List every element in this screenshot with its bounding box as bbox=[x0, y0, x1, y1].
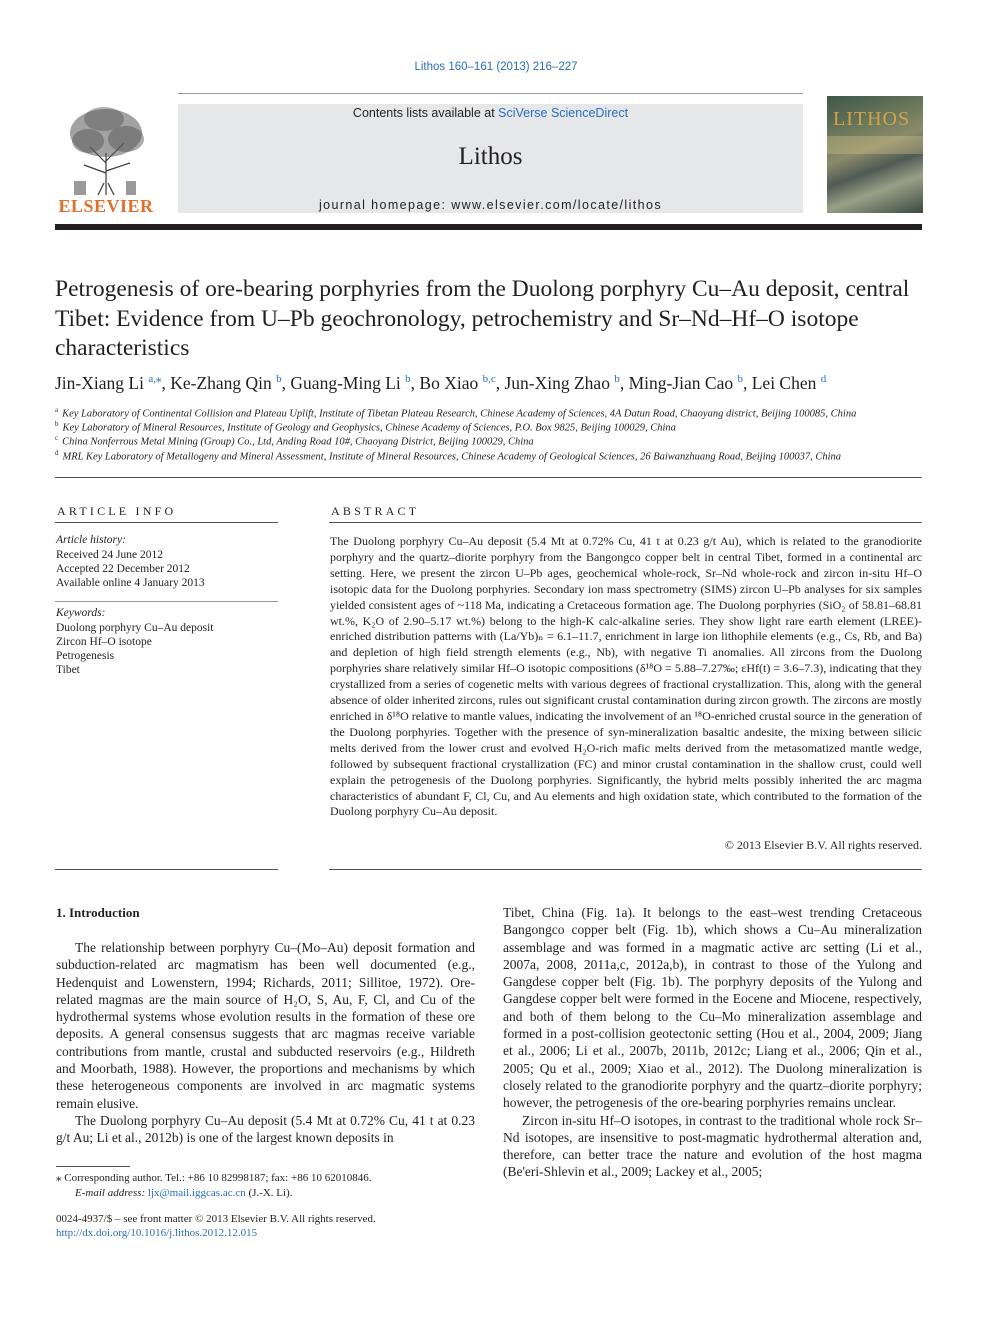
affiliation-a bbox=[55, 406, 935, 420]
author-name: Bo Xiao bbox=[419, 372, 479, 393]
email-line bbox=[56, 1186, 476, 1201]
author-name: Guang-Ming Li bbox=[290, 372, 401, 393]
online-date: Available online 4 January 2013 bbox=[56, 577, 205, 589]
keyword-item: Zircon Hf–O isotope bbox=[56, 636, 152, 648]
author-name: Lei Chen bbox=[751, 372, 817, 393]
author[interactable] bbox=[752, 373, 827, 393]
abstract-heading: ABSTRACT bbox=[331, 504, 420, 518]
issn-line: 0024-4937/$ – see front matter © 2013 Elsevier B.V. All rights reserved. bbox=[56, 1213, 376, 1225]
abstract-rule bbox=[329, 522, 922, 523]
cover-title: LITHOS bbox=[833, 108, 911, 130]
elsevier-wordmark: ELSEVIER bbox=[58, 196, 154, 216]
corresponding-line: ⁎ Corresponding author. Tel.: +86 10 82998187; fax: +86 10 62010846. bbox=[56, 1172, 372, 1184]
author[interactable] bbox=[629, 373, 743, 393]
author-name: Ming-Jian Cao bbox=[628, 372, 734, 393]
journal-homepage[interactable]: journal homepage: www.elsevier.com/locate/lithos bbox=[318, 198, 663, 212]
journal-name: Lithos bbox=[458, 143, 523, 170]
author[interactable] bbox=[55, 373, 161, 393]
received-date: Received 24 June 2012 bbox=[56, 549, 163, 561]
author-affiliation-mark[interactable]: a,⁎ bbox=[148, 373, 162, 385]
footnote-rule bbox=[56, 1166, 130, 1167]
email-link[interactable]: ljx@mail.iggcas.ac.cn bbox=[147, 1187, 246, 1199]
author-affiliation-mark[interactable]: b bbox=[276, 373, 282, 385]
body-column-left bbox=[56, 939, 475, 1147]
keyword-item: Duolong porphyry Cu–Au deposit bbox=[56, 622, 214, 634]
affiliation-key: c bbox=[55, 434, 59, 442]
keyword-item: Petrogenesis bbox=[56, 650, 115, 662]
contents-prefix: Contents lists available at bbox=[352, 106, 499, 120]
affiliation-text: MRL Key Laboratory of Metallogeny and Mineral Assessment, Institute of Mineral Resources, Chinese Academy of Geological Sciences, 26 Baiwanzhuang Road, Beijing 100037, China bbox=[62, 451, 842, 463]
sciencedirect-link[interactable]: SciVerse ScienceDirect bbox=[498, 106, 629, 120]
author-affiliation-mark[interactable]: b bbox=[614, 373, 620, 385]
article-title: Petrogenesis of ore-bearing porphyries from the Duolong porphyry Cu–Au deposit, central Tibet: Evidence from U–Pb geochronology, petrochemistry and Sr–Nd–Hf–O isotope characteristics bbox=[55, 276, 910, 361]
affiliation-key: a bbox=[55, 406, 59, 414]
affiliations-rule bbox=[55, 477, 922, 478]
keywords-label: Keywords: bbox=[56, 607, 106, 619]
contents-availability-line bbox=[178, 106, 803, 120]
abstract-bottom-rule bbox=[329, 869, 922, 870]
author-list: Jin-Xiang Li $^{a,⁎}$, Ke-Zhang Qin $^b$, Guang-Ming Li $^b$, Bo Xiao $^{b,c}$, Jun-Xing Zhao $^b$, Ming-Jian Cao $^b$, Lei Chen $^d$ bbox=[55, 372, 827, 393]
article-info-heading: ARTICLE INFO bbox=[57, 504, 177, 518]
section-heading-introduction: 1. Introduction bbox=[56, 905, 140, 920]
body-paragraph: The relationship between porphyry Cu–(Mo–Au) deposit formation and subduction-related arc magmatism has been well documented (e.g., Hedenquist and Lowenstern, 1994; Richards, 2011; Sillitoe, 1972). Ore-related magmas are the main source of H₂O, S, Au, F, Cl, and Cu of the hydrothermal systems whose evolution results in the formation of these ore deposits. A general consensus suggests that arc magmas receive variable contributions from mantle, crustal and subducted reservoirs (e.g., Hildreth and Moorbath, 1988). However, the proportions and mechanisms by which these heterogeneous components are involved in arc magmatic systems remain elusive. bbox=[56, 940, 475, 1111]
affiliation-key: d bbox=[55, 449, 59, 457]
email-label: E-mail address: bbox=[75, 1187, 146, 1199]
header-thick-rule bbox=[55, 224, 922, 230]
affiliation-text: Key Laboratory of Mineral Resources, Institute of Geology and Geophysics, Chinese Academy of Sciences, P.O. Box 9825, Beijing 100029, China bbox=[62, 422, 676, 434]
abstract-copyright: © 2013 Elsevier B.V. All rights reserved. bbox=[724, 838, 922, 852]
journal-cover-image bbox=[827, 96, 923, 213]
author-name: Ke-Zhang Qin bbox=[170, 372, 272, 393]
cover-band bbox=[827, 136, 923, 154]
author[interactable] bbox=[290, 373, 410, 393]
author-affiliation-mark[interactable]: d bbox=[820, 373, 827, 385]
author-name: Jin-Xiang Li bbox=[55, 372, 144, 393]
accepted-date: Accepted 22 December 2012 bbox=[56, 563, 190, 575]
affiliation-c bbox=[55, 434, 935, 448]
author[interactable] bbox=[170, 373, 281, 393]
author-affiliation-mark[interactable]: b bbox=[737, 373, 743, 385]
history-label: Article history: bbox=[56, 534, 126, 546]
body-column-right bbox=[503, 904, 922, 1181]
keywords-rule bbox=[55, 601, 278, 602]
author-name: Jun-Xing Zhao bbox=[504, 372, 610, 393]
author-affiliation-mark[interactable]: b bbox=[405, 373, 411, 385]
body-paragraph: The Duolong porphyry Cu–Au deposit (5.4 Mt at 0.72% Cu, 41 t at 0.23 g/t Au; Li et al., 2012b) is one of the largest known deposits in bbox=[56, 1112, 475, 1146]
journal-citation[interactable]: Lithos 160–161 (2013) 216–227 bbox=[414, 61, 578, 73]
affiliation-b bbox=[55, 420, 935, 434]
author[interactable] bbox=[504, 373, 619, 393]
affiliation-key: b bbox=[55, 420, 59, 428]
doi-link[interactable]: http://dx.doi.org/10.1016/j.lithos.2012.12.015 bbox=[56, 1227, 258, 1239]
article-info-rule bbox=[55, 522, 278, 523]
affiliation-d bbox=[55, 449, 935, 463]
affiliation-text: China Nonferrous Metal Mining (Group) Co., Ltd, Anding Road 10#, Chaoyang District, Beijing 100029, China bbox=[62, 436, 534, 448]
abstract-text: The Duolong porphyry Cu–Au deposit (5.4 Mt at 0.72% Cu, 41 t at 0.23 g/t Au), which is related to the granodiorite porphyry and the quartz–diorite porphyry from the Bangongco copper belt in central Tibet, formed in a continental arc setting. Here, we present the zircon U–Pb ages, geochemical whole-rock, Sr–Nd whole-rock and zircon in-situ Hf–O isotopic data for the Duolong porphyries. Secondary ion mass spectrometry (SIMS) zircon U–Pb analyses for six samples yielded consistent ages of ~118 Ma, indicating a Cretaceous formation age. The Duolong porphyries (SiO₂ of 58.81–68.81 wt.%, K₂O of 2.90–5.17 wt.%) belong to the high-K calc-alkaline series. They show light rare earth element (LREE)-enriched distribution patterns with (La/Yb)ₙ = 6.1–11.7, enrichment in large ion lithophile elements (e.g., Cs, Rb, and Ba) and depletion of high field strength elements (e.g., Nb), with negative Ti anomalies. All zircons from the Duolong porphyries share relatively similar Hf–O isotopic compositions (δ¹⁸O = 5.88–7.27‰; εHf(t) = 3.6–7.3), indicating that they crystallized from a series of cogenetic melts with various degrees of fractional crystallization. This, along with the general absence of older inherited zircons, rules out significant crustal contamination during zircon growth. The zircons are mostly enriched in δ¹⁸O relative to mantle values, indicating the involvement of an ¹⁸O-enriched crustal source in the generation of the Duolong porphyries. Together with the presence of syn-mineralization basaltic andesite, the mixing between silicic melts derived from the lower crust and evolved H₂O-rich mafic melts derived from the metasomatized mantle wedge, followed by subsequent fractional crystallization (FC) and minor crustal contamination in the shallow crust, could well explain the petrogenesis of the Duolong porphyries. Significantly, the hybrid melts possibly inherited the arc magma characteristics of abundant F, Cl, Cu, and Au elements and high oxidation state, which contributed to the formation of the Duolong porphyry Cu–Au deposit. bbox=[330, 534, 923, 819]
email-suffix: (J.-X. Li). bbox=[245, 1187, 293, 1199]
header-top-rule bbox=[178, 93, 803, 94]
article-info-bottom-rule bbox=[55, 869, 278, 870]
author[interactable] bbox=[419, 373, 495, 393]
body-paragraph: Tibet, China (Fig. 1a). It belongs to the east–west trending Cretaceous Bangongco copper belt (Fig. 1b), which shows a Cu–Au mineralization assemblage and was formed in a magmatic active arc setting (Li et al., 2007a, 2008, 2011a,c, 2012a,b), in contrast to those of the Yulong and Gangdese copper belt (Fig. 1b). The porphyry deposits of the Yulong and Gangdese copper belt were formed in the Eocene and Miocene, respectively, and both of them belong to the Cu–Mo mineralization assemblage and formed in a post-collision geotectonic setting (Hou et al., 2004, 2009; Jiang et al., 2006; Li et al., 2007b, 2011b, 2012c; Liang et al., 2006; Qin et al., 2005; Qu et al., 2009; Xiao et al., 2012). The Duolong mineralization is closely related to the granodiorite porphyry and the quartz–diorite porphyry; however, the petrogenesis of the ore-bearing porphyries remains unclear. bbox=[503, 905, 922, 1111]
keyword-item: Tibet bbox=[56, 664, 80, 676]
author-affiliation-mark[interactable]: b,c bbox=[482, 373, 496, 385]
body-paragraph: Zircon in-situ Hf–O isotopes, in contrast to the traditional whole rock Sr–Nd isotopes, are insensitive to post-magmatic hydrothermal alteration and, therefore, can better trace the nature and evolution of the host magma (Be'eri-Shlevin et al., 2009; Lackey et al., 2005; bbox=[503, 1112, 922, 1180]
corresponding-author-footnote bbox=[56, 1171, 476, 1201]
affiliation-text: Key Laboratory of Continental Collision and Plateau Uplift, Institute of Tibetan Plateau Research, Chinese Academy of Sciences, 4A Datun Road, Chaoyang district, Beijing 100085, China bbox=[62, 408, 857, 420]
